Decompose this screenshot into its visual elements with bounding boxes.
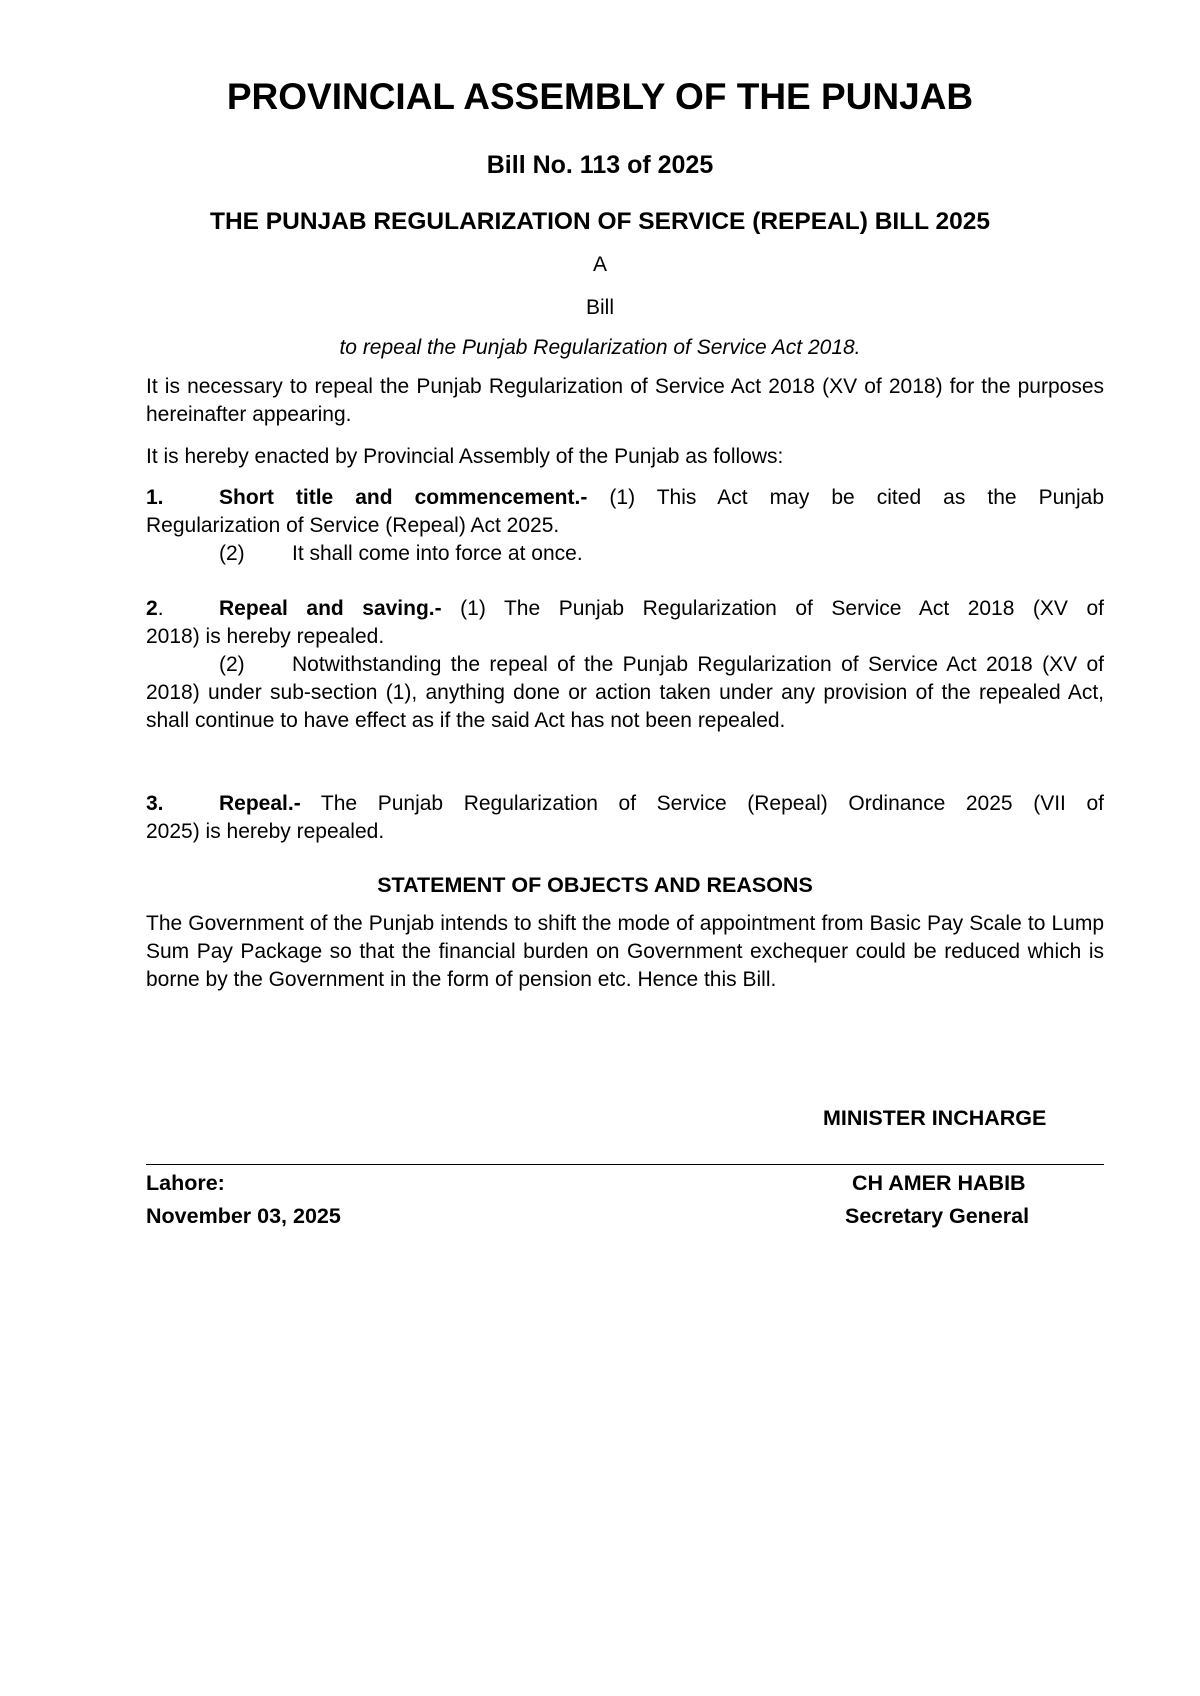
minister-incharge: MINISTER INCHARGE: [823, 1106, 1047, 1130]
bill-title: THE PUNJAB REGULARIZATION OF SERVICE (REPEAL) BILL 2025: [209, 208, 991, 235]
section-1-number: 1.: [146, 486, 164, 509]
statement-text: The Government of the Punjab intends to shift the mode of appointment from Basic Pay Scale to Lump Sum Pay Package so that the financial burden on Government exchequer could be reduced which is borne by the Government in the form of pension etc. Hence this Bill.: [146, 912, 1104, 991]
article-a: A: [592, 253, 607, 276]
section-1-sub1-line2: Regularization of Service (Repeal) Act 2025.: [146, 514, 560, 537]
section-2-heading-suffix: .-: [428, 597, 442, 620]
bill-word: Bill: [585, 296, 614, 319]
section-3-heading: Repeal.-: [219, 792, 301, 815]
section-3-text-line2: 2025) is hereby repealed.: [146, 820, 385, 843]
preamble-necessity: It is necessary to repeal the Punjab Regularization of Service Act 2018 (XV of 2018) for the purposes hereinafter appearing.: [146, 375, 1104, 426]
assembly-title: PROVINCIAL ASSEMBLY OF THE PUNJAB: [226, 76, 974, 117]
section-1-sub2: [146, 540, 1104, 568]
section-1-sub1-line1: (1) This Act may be cited as the Punjab: [609, 486, 1105, 509]
section-1-line-1: [146, 484, 1104, 512]
section-2-number: 2: [146, 597, 158, 620]
section-2-sub1-line1: (1) The Punjab Regularization of Service Act 2018 (XV of: [460, 597, 1104, 620]
section-3-number: 3.: [146, 792, 164, 815]
section-2-sub1-line2: 2018) is hereby repealed.: [146, 625, 385, 648]
section-1-heading: Short title and commencement.-: [219, 486, 588, 509]
section-2-heading: Repeal and saving: [219, 597, 429, 620]
secretary-title: Secretary General: [845, 1204, 1030, 1228]
place: Lahore:: [146, 1171, 225, 1195]
date: November 03, 2025: [146, 1204, 341, 1228]
section-3-line-1: [146, 790, 1104, 818]
section-1-sub2-text: It shall come into force at once.: [292, 542, 583, 565]
bill-purpose: to repeal the Punjab Regularization of Service Act 2018.: [339, 336, 861, 359]
divider-line: [146, 1164, 1104, 1165]
section-2-sub2-number: (2): [219, 653, 245, 676]
section-2-number-dot: .: [157, 597, 164, 620]
secretary-name: CH AMER HABIB: [852, 1171, 1026, 1195]
statement-heading: STATEMENT OF OBJECTS AND REASONS: [377, 873, 813, 897]
section-3-text-line1: The Punjab Regularization of Service (Repeal) Ordinance 2025 (VII of: [320, 792, 1104, 815]
bill-number: Bill No. 113 of 2025: [486, 151, 714, 179]
section-2-line-1: [146, 595, 1104, 623]
preamble-enactment: It is hereby enacted by Provincial Assembly of the Punjab as follows:: [146, 445, 784, 468]
section-2-sub2-text: Notwithstanding the repeal of the Punjab Regularization of Service Act 2018 (XV of 2018) under sub-section (1), anything done or action taken under any provision of the repealed Act, shall continue to have effect as if the said Act has not been repealed.: [146, 653, 1104, 732]
section-2-sub2: [146, 651, 1104, 735]
section-1-sub2-number: (2): [219, 542, 245, 565]
